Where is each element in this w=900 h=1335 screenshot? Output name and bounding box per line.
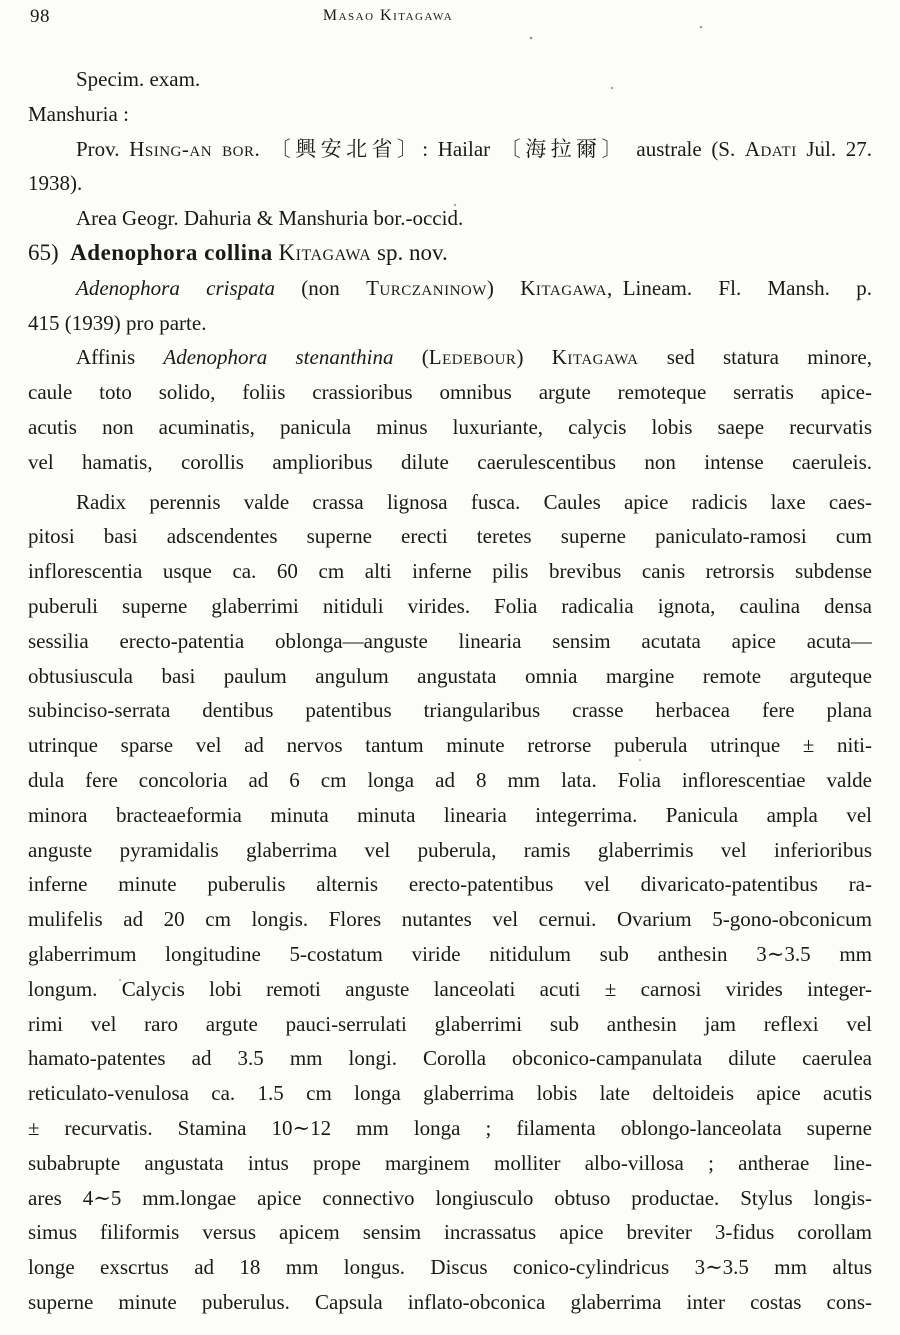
text-line bbox=[28, 97, 872, 132]
specimen-examined bbox=[28, 62, 872, 97]
text-segment: Kitagawa bbox=[551, 345, 639, 370]
text-line bbox=[28, 445, 872, 480]
synonym-citation bbox=[28, 271, 872, 341]
text-line bbox=[28, 375, 872, 410]
text-segment: puberuli superne glaberrimi nitiduli virides. Folia radicalia ignota, caulina densa bbox=[28, 593, 872, 618]
text-segment: Turczaninow bbox=[366, 275, 487, 300]
text-segment: (non bbox=[274, 275, 367, 300]
text-segment: ) bbox=[486, 275, 521, 300]
text-line bbox=[28, 937, 872, 972]
text-line bbox=[28, 485, 872, 520]
text-line bbox=[28, 306, 872, 341]
text-line bbox=[28, 693, 872, 728]
text-line bbox=[28, 659, 872, 694]
text-segment: mulifelis ad 20 cm longis. Flores nutantes vel cernui. Ovarium 5-gono-obconicum bbox=[28, 907, 872, 932]
text-segment: subabrupte angustata intus prope marginem molliter albo-villosa ; antherae line- bbox=[28, 1150, 872, 1175]
page-body-text bbox=[28, 62, 872, 1320]
text-line bbox=[28, 624, 872, 659]
text-line bbox=[28, 1285, 872, 1320]
text-segment: 1938). bbox=[28, 171, 83, 196]
text-segment: Manshuria : bbox=[28, 101, 129, 126]
text-segment: anguste pyramidalis glaberrima vel puberula, ramis glaberrimis vel inferioribus bbox=[28, 837, 872, 862]
text-line bbox=[28, 166, 872, 201]
species-heading bbox=[28, 236, 872, 271]
text-segment: longe exscrtus ad 18 mm longus. Discus conico-cylindricus 3∼3.5 mm altus bbox=[28, 1255, 872, 1280]
text-line bbox=[28, 1250, 872, 1285]
text-segment: simus filiformis versus apicem sensim incrassatus apice breviter 3-fidus corollam bbox=[28, 1220, 872, 1245]
text-segment: acutis non acuminatis, panicula minus luxuriante, calycis lobis saepe recurvatis bbox=[28, 414, 872, 439]
running-title: Masao Kitagawa bbox=[322, 7, 454, 24]
text-line bbox=[28, 519, 872, 554]
text-line bbox=[28, 236, 872, 271]
text-line bbox=[28, 1076, 872, 1111]
text-segment: 415 (1939) pro parte. bbox=[28, 310, 207, 335]
text-segment: utrinque sparse vel ad nervos tantum minute retrorse puberula utrinque ± niti- bbox=[28, 733, 872, 758]
text-segment: Jul. 27. bbox=[796, 136, 872, 161]
text-segment: Specim. exam. bbox=[76, 67, 201, 91]
text-segment: Kitagawa bbox=[520, 275, 607, 300]
text-segment: Hsing-an bor. bbox=[129, 136, 261, 161]
text-segment: Affinis bbox=[76, 345, 164, 370]
text-line bbox=[28, 1215, 872, 1250]
text-line bbox=[28, 763, 872, 798]
text-segment: Prov. bbox=[76, 136, 130, 161]
text-segment: ) bbox=[516, 345, 552, 370]
text-line bbox=[28, 589, 872, 624]
text-segment: glaberrimum longitudine 5-costatum viride nitidulum sub anthesin 3∼3.5 mm bbox=[28, 941, 872, 966]
text-segment: superne minute puberulus. Capsula inflato-obconica glaberrima inter costas cons- bbox=[28, 1289, 872, 1314]
text-line bbox=[28, 1146, 872, 1181]
text-segment: Ledebour bbox=[428, 345, 517, 370]
text-segment: ( bbox=[393, 345, 429, 370]
text-line bbox=[28, 62, 872, 97]
text-segment: vel hamatis, corollis amplioribus dilute caerulescentibus non intense caeruleis. bbox=[28, 449, 872, 474]
text-line bbox=[28, 132, 872, 167]
text-segment: Area Geogr. Dahuria & Manshuria bor.-occid. bbox=[76, 206, 464, 231]
text-segment: longum. Calycis lobi remoti anguste lanceolati acuti ± carnosi virides integer- bbox=[28, 976, 872, 1001]
text-segment: Adenophora stenanthina bbox=[163, 345, 394, 370]
text-line bbox=[28, 1041, 872, 1076]
text-segment: minora bracteaeformia minuta minuta linearia integerrima. Panicula ampla vel bbox=[28, 802, 872, 827]
text-segment: Radix perennis valde crassa lignosa fusca. Caules apice radicis laxe caes- bbox=[76, 489, 872, 514]
distribution bbox=[28, 201, 872, 236]
text-segment: Kitagawa bbox=[278, 239, 372, 265]
text-line bbox=[28, 554, 872, 589]
text-line bbox=[28, 1181, 872, 1216]
text-line bbox=[28, 798, 872, 833]
page-header bbox=[28, 6, 872, 32]
text-line bbox=[28, 340, 872, 375]
region-heading bbox=[28, 97, 872, 132]
text-line bbox=[28, 271, 872, 306]
diagnosis bbox=[28, 340, 872, 479]
text-segment: , Lineam. Fl. Mansh. p. bbox=[606, 275, 872, 300]
text-segment: inflorescentia usque ca. 60 cm alti inferne pilis brevibus canis retrorsis subdense bbox=[28, 559, 872, 584]
text-line bbox=[28, 410, 872, 445]
text-segment: sessilia erecto-patentia oblonga—anguste linearia sensim acutata apice acuta— bbox=[28, 628, 872, 653]
text-segment: obtusiuscula basi paulum angulum angustata omnia margine remote arguteque bbox=[28, 663, 872, 688]
text-segment: sp. nov. bbox=[371, 239, 448, 265]
text-segment: 65) bbox=[28, 239, 71, 265]
text-segment: ± recurvatis. Stamina 10∼12 mm longa ; filamenta oblongo-lanceolata superne bbox=[28, 1115, 872, 1140]
text-segment: subinciso-serrata dentibus patentibus triangularibus crasse herbacea fere plana bbox=[28, 698, 872, 723]
text-segment: Adenophora collina bbox=[70, 239, 273, 265]
text-segment: pitosi basi adscendentes superne erecti teretes superne paniculato-ramosi cum bbox=[28, 524, 872, 549]
text-segment: caule toto solido, foliis crassioribus omnibus argute remoteque serratis apice- bbox=[28, 380, 872, 405]
text-line bbox=[28, 972, 872, 1007]
text-segment: sed statura minore, bbox=[638, 345, 872, 370]
text-line bbox=[28, 902, 872, 937]
province-record bbox=[28, 132, 872, 202]
text-segment: hamato-patentes ad 3.5 mm longi. Corolla obconico-campanulata dilute caerulea bbox=[28, 1046, 872, 1071]
page-number: 98 bbox=[30, 6, 50, 27]
text-line bbox=[28, 833, 872, 868]
text-line bbox=[28, 728, 872, 763]
text-segment: dula fere concoloria ad 6 cm longa ad 8 mm lata. Folia inflorescentiae valde bbox=[28, 767, 872, 792]
text-segment: inferne minute puberulis alternis erecto-patentibus vel divaricato-patentibus ra- bbox=[28, 872, 872, 897]
text-segment: Adati bbox=[744, 136, 797, 161]
description bbox=[28, 485, 872, 1320]
text-line bbox=[28, 867, 872, 902]
text-segment: ares 4∼5 mm.longae apice connectivo longiusculo obtuso productae. Stylus longis- bbox=[28, 1185, 872, 1210]
text-segment: rimi vel raro argute pauci-serrulati glaberrimi sub anthesin jam reflexi vel bbox=[28, 1011, 872, 1036]
text-line bbox=[28, 201, 872, 236]
text-segment: Adenophora crispata bbox=[76, 275, 275, 300]
text-line bbox=[28, 1111, 872, 1146]
text-line bbox=[28, 1007, 872, 1042]
text-segment: reticulato-venulosa ca. 1.5 cm longa glaberrima lobis late deltoideis apice acutis bbox=[28, 1081, 872, 1106]
text-segment: 〔興安北省〕: Hailar 〔海拉爾〕 australe (S. bbox=[260, 136, 745, 161]
